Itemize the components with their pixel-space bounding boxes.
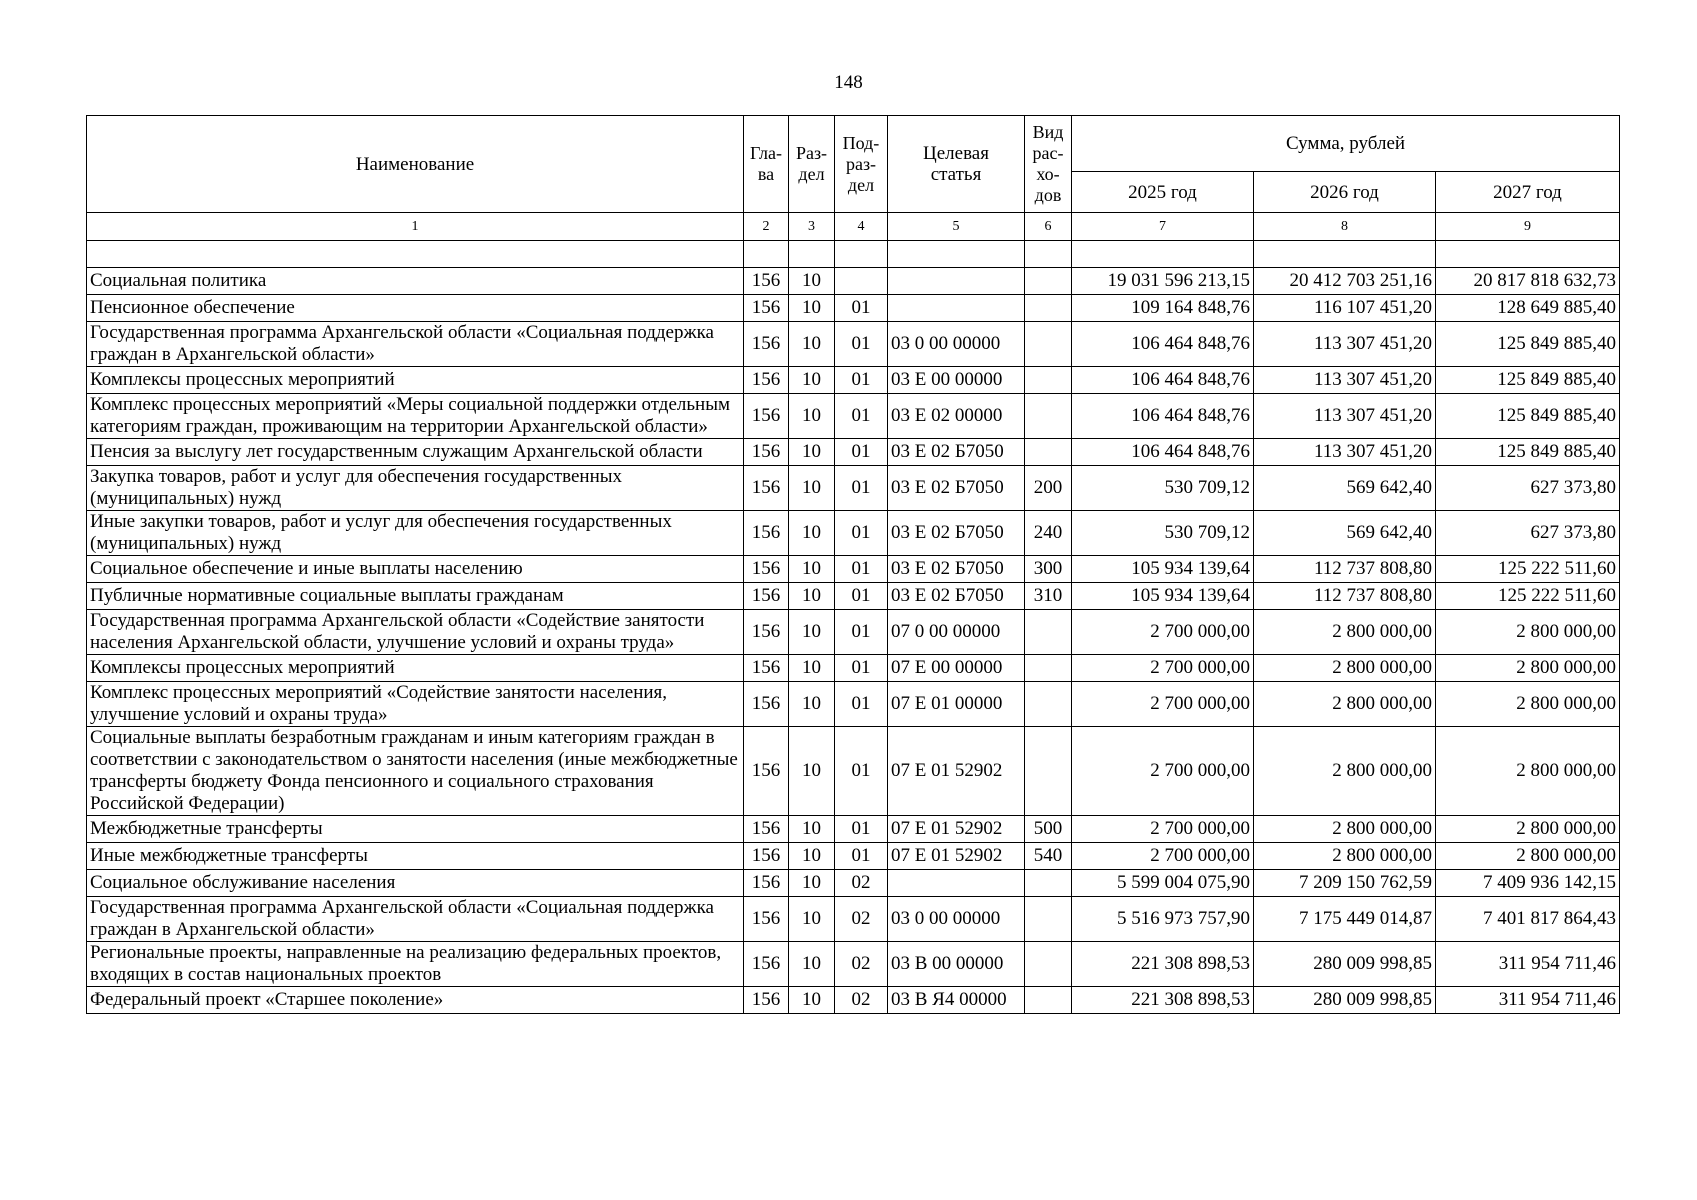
table-row xyxy=(87,655,1620,682)
row-name: Государственная программа Архангельской области «Социальная поддержка граждан в Архангельской области» xyxy=(87,322,744,367)
row-sum-2025: 2 700 000,00 xyxy=(1072,816,1254,843)
row-sum-2026: 2 800 000,00 xyxy=(1254,682,1436,727)
header-sum: Сумма, рублей xyxy=(1072,116,1620,172)
blank-cell xyxy=(1254,241,1436,268)
row-chapter: 156 xyxy=(744,439,789,466)
row-name: Комплекс процессных мероприятий «Содействие занятости населения, улучшение условий и охраны труда» xyxy=(87,682,744,727)
row-expense-type xyxy=(1025,268,1072,295)
row-expense-type xyxy=(1025,295,1072,322)
row-chapter: 156 xyxy=(744,987,789,1014)
row-target-article: 07 Е 01 52902 xyxy=(888,727,1025,816)
row-target-article: 03 Е 02 Б7050 xyxy=(888,511,1025,556)
column-number: 6 xyxy=(1025,213,1072,241)
header-section: Раз- дел xyxy=(789,116,835,213)
row-sum-2025: 109 164 848,76 xyxy=(1072,295,1254,322)
row-sum-2025: 2 700 000,00 xyxy=(1072,727,1254,816)
row-name: Федеральный проект «Старшее поколение» xyxy=(87,987,744,1014)
row-target-article: 03 0 00 00000 xyxy=(888,322,1025,367)
row-chapter: 156 xyxy=(744,870,789,897)
row-chapter: 156 xyxy=(744,897,789,942)
row-sum-2027: 125 222 511,60 xyxy=(1436,583,1620,610)
row-sum-2027: 2 800 000,00 xyxy=(1436,610,1620,655)
table-row xyxy=(87,439,1620,466)
table-header xyxy=(87,116,1620,213)
row-sum-2026: 2 800 000,00 xyxy=(1254,610,1436,655)
row-chapter: 156 xyxy=(744,727,789,816)
row-target-article xyxy=(888,295,1025,322)
row-sum-2026: 20 412 703 251,16 xyxy=(1254,268,1436,295)
row-name: Публичные нормативные социальные выплаты гражданам xyxy=(87,583,744,610)
row-subsection: 01 xyxy=(835,511,888,556)
row-subsection: 01 xyxy=(835,610,888,655)
row-expense-type xyxy=(1025,439,1072,466)
row-expense-type xyxy=(1025,322,1072,367)
row-chapter: 156 xyxy=(744,843,789,870)
table-row xyxy=(87,466,1620,511)
row-chapter: 156 xyxy=(744,610,789,655)
row-name: Государственная программа Архангельской области «Социальная поддержка граждан в Архангельской области» xyxy=(87,897,744,942)
row-sum-2026: 2 800 000,00 xyxy=(1254,843,1436,870)
row-section: 10 xyxy=(789,367,835,394)
row-subsection xyxy=(835,268,888,295)
row-target-article: 07 Е 01 52902 xyxy=(888,816,1025,843)
row-section: 10 xyxy=(789,295,835,322)
table-row xyxy=(87,295,1620,322)
row-chapter: 156 xyxy=(744,942,789,987)
row-expense-type xyxy=(1025,610,1072,655)
row-sum-2027: 7 401 817 864,43 xyxy=(1436,897,1620,942)
row-sum-2025: 2 700 000,00 xyxy=(1072,610,1254,655)
header-year-2025: 2025 год xyxy=(1072,172,1254,213)
column-number-row xyxy=(87,213,1620,241)
row-chapter: 156 xyxy=(744,583,789,610)
row-sum-2026: 112 737 808,80 xyxy=(1254,556,1436,583)
page-number: 148 xyxy=(834,72,863,93)
header-name: Наименование xyxy=(87,116,744,213)
header-year-2026: 2026 год xyxy=(1254,172,1436,213)
header-expense-type: Вид рас- хо- дов xyxy=(1025,116,1072,213)
row-sum-2027: 128 649 885,40 xyxy=(1436,295,1620,322)
blank-row xyxy=(87,241,1620,268)
table-row xyxy=(87,942,1620,987)
row-subsection: 01 xyxy=(835,394,888,439)
row-subsection: 01 xyxy=(835,322,888,367)
row-expense-type xyxy=(1025,942,1072,987)
blank-cell xyxy=(888,241,1025,268)
row-expense-type: 310 xyxy=(1025,583,1072,610)
row-subsection: 02 xyxy=(835,942,888,987)
row-subsection: 01 xyxy=(835,466,888,511)
row-subsection: 01 xyxy=(835,727,888,816)
column-number: 9 xyxy=(1436,213,1620,241)
row-subsection: 01 xyxy=(835,843,888,870)
table-row xyxy=(87,394,1620,439)
row-name: Комплексы процессных мероприятий xyxy=(87,655,744,682)
row-sum-2025: 106 464 848,76 xyxy=(1072,322,1254,367)
row-name: Иные межбюджетные трансферты xyxy=(87,843,744,870)
row-sum-2026: 113 307 451,20 xyxy=(1254,394,1436,439)
column-number: 2 xyxy=(744,213,789,241)
table-row xyxy=(87,511,1620,556)
row-sum-2026: 2 800 000,00 xyxy=(1254,727,1436,816)
row-expense-type xyxy=(1025,870,1072,897)
row-sum-2025: 2 700 000,00 xyxy=(1072,655,1254,682)
row-sum-2027: 2 800 000,00 xyxy=(1436,682,1620,727)
row-name: Государственная программа Архангельской области «Содействие занятости населения Архангельской области, улучшение условий и охраны труда» xyxy=(87,610,744,655)
row-target-article: 03 0 00 00000 xyxy=(888,897,1025,942)
row-section: 10 xyxy=(789,466,835,511)
row-expense-type xyxy=(1025,682,1072,727)
row-sum-2026: 7 209 150 762,59 xyxy=(1254,870,1436,897)
blank-cell xyxy=(1025,241,1072,268)
blank-cell xyxy=(835,241,888,268)
row-sum-2027: 2 800 000,00 xyxy=(1436,816,1620,843)
row-subsection: 01 xyxy=(835,439,888,466)
row-target-article: 03 Е 00 00000 xyxy=(888,367,1025,394)
row-section: 10 xyxy=(789,843,835,870)
row-expense-type xyxy=(1025,394,1072,439)
row-chapter: 156 xyxy=(744,295,789,322)
row-section: 10 xyxy=(789,987,835,1014)
row-sum-2025: 530 709,12 xyxy=(1072,466,1254,511)
row-name: Региональные проекты, направленные на реализацию федеральных проектов, входящих в состав национальных проектов xyxy=(87,942,744,987)
row-subsection: 01 xyxy=(835,682,888,727)
row-chapter: 156 xyxy=(744,682,789,727)
row-subsection: 02 xyxy=(835,897,888,942)
row-sum-2027: 125 849 885,40 xyxy=(1436,394,1620,439)
row-expense-type: 540 xyxy=(1025,843,1072,870)
row-expense-type xyxy=(1025,727,1072,816)
row-sum-2025: 19 031 596 213,15 xyxy=(1072,268,1254,295)
row-name: Социальная политика xyxy=(87,268,744,295)
row-section: 10 xyxy=(789,727,835,816)
row-expense-type xyxy=(1025,367,1072,394)
row-target-article: 03 В 00 00000 xyxy=(888,942,1025,987)
row-section: 10 xyxy=(789,816,835,843)
header-year-2027: 2027 год xyxy=(1436,172,1620,213)
row-name: Комплекс процессных мероприятий «Меры социальной поддержки отдельным категориям граждан, проживающим на территории Архангельской области» xyxy=(87,394,744,439)
row-target-article: 03 Е 02 00000 xyxy=(888,394,1025,439)
row-section: 10 xyxy=(789,870,835,897)
row-expense-type: 240 xyxy=(1025,511,1072,556)
row-sum-2025: 106 464 848,76 xyxy=(1072,439,1254,466)
row-target-article: 03 Е 02 Б7050 xyxy=(888,583,1025,610)
row-name: Пенсия за выслугу лет государственным служащим Архангельской области xyxy=(87,439,744,466)
table-row xyxy=(87,268,1620,295)
blank-cell xyxy=(87,241,744,268)
row-sum-2027: 125 849 885,40 xyxy=(1436,439,1620,466)
blank-cell xyxy=(1436,241,1620,268)
row-name: Иные закупки товаров, работ и услуг для обеспечения государственных (муниципальных) нужд xyxy=(87,511,744,556)
row-sum-2027: 125 849 885,40 xyxy=(1436,367,1620,394)
row-sum-2027: 311 954 711,46 xyxy=(1436,987,1620,1014)
row-subsection: 01 xyxy=(835,816,888,843)
table-row xyxy=(87,682,1620,727)
row-sum-2026: 280 009 998,85 xyxy=(1254,942,1436,987)
table-row xyxy=(87,727,1620,816)
column-number: 4 xyxy=(835,213,888,241)
row-sum-2026: 2 800 000,00 xyxy=(1254,816,1436,843)
row-target-article: 07 Е 00 00000 xyxy=(888,655,1025,682)
header-chapter: Гла- ва xyxy=(744,116,789,213)
row-sum-2026: 2 800 000,00 xyxy=(1254,655,1436,682)
row-section: 10 xyxy=(789,682,835,727)
row-sum-2025: 221 308 898,53 xyxy=(1072,942,1254,987)
row-target-article: 07 0 00 00000 xyxy=(888,610,1025,655)
row-chapter: 156 xyxy=(744,268,789,295)
row-name: Комплексы процессных мероприятий xyxy=(87,367,744,394)
row-section: 10 xyxy=(789,583,835,610)
row-sum-2027: 627 373,80 xyxy=(1436,466,1620,511)
table-row xyxy=(87,987,1620,1014)
row-sum-2026: 113 307 451,20 xyxy=(1254,367,1436,394)
row-sum-2027: 2 800 000,00 xyxy=(1436,655,1620,682)
row-section: 10 xyxy=(789,268,835,295)
row-sum-2025: 106 464 848,76 xyxy=(1072,394,1254,439)
row-subsection: 02 xyxy=(835,987,888,1014)
row-chapter: 156 xyxy=(744,511,789,556)
row-sum-2026: 569 642,40 xyxy=(1254,466,1436,511)
row-subsection: 01 xyxy=(835,556,888,583)
table-row xyxy=(87,843,1620,870)
row-sum-2027: 2 800 000,00 xyxy=(1436,843,1620,870)
row-sum-2026: 7 175 449 014,87 xyxy=(1254,897,1436,942)
row-name: Пенсионное обеспечение xyxy=(87,295,744,322)
row-target-article: 07 Е 01 52902 xyxy=(888,843,1025,870)
blank-cell xyxy=(789,241,835,268)
row-section: 10 xyxy=(789,655,835,682)
row-target-article xyxy=(888,268,1025,295)
row-target-article: 03 Е 02 Б7050 xyxy=(888,439,1025,466)
column-number: 8 xyxy=(1254,213,1436,241)
row-sum-2027: 7 409 936 142,15 xyxy=(1436,870,1620,897)
row-target-article: 07 Е 01 00000 xyxy=(888,682,1025,727)
row-subsection: 01 xyxy=(835,583,888,610)
row-subsection: 01 xyxy=(835,295,888,322)
table-row xyxy=(87,583,1620,610)
budget-table xyxy=(86,115,1620,1014)
blank-cell xyxy=(1072,241,1254,268)
row-name: Социальное обслуживание населения xyxy=(87,870,744,897)
row-name: Социальные выплаты безработным гражданам и иным категориям граждан в соответствии с законодательством о занятости населения (иные межбюджетные трансферты бюджету Фонда пенсионного и социального страхования Российской Федерации) xyxy=(87,727,744,816)
row-sum-2025: 106 464 848,76 xyxy=(1072,367,1254,394)
row-section: 10 xyxy=(789,322,835,367)
table-row xyxy=(87,816,1620,843)
row-sum-2025: 221 308 898,53 xyxy=(1072,987,1254,1014)
row-subsection: 01 xyxy=(835,655,888,682)
row-sum-2025: 2 700 000,00 xyxy=(1072,843,1254,870)
row-sum-2026: 113 307 451,20 xyxy=(1254,322,1436,367)
row-sum-2026: 113 307 451,20 xyxy=(1254,439,1436,466)
blank-cell xyxy=(744,241,789,268)
row-subsection: 02 xyxy=(835,870,888,897)
row-expense-type xyxy=(1025,987,1072,1014)
row-section: 10 xyxy=(789,610,835,655)
table-row xyxy=(87,897,1620,942)
row-section: 10 xyxy=(789,897,835,942)
row-sum-2027: 125 222 511,60 xyxy=(1436,556,1620,583)
row-target-article: 03 В Я4 00000 xyxy=(888,987,1025,1014)
table-row xyxy=(87,870,1620,897)
row-expense-type: 300 xyxy=(1025,556,1072,583)
row-target-article: 03 Е 02 Б7050 xyxy=(888,556,1025,583)
row-expense-type: 500 xyxy=(1025,816,1072,843)
row-section: 10 xyxy=(789,394,835,439)
row-sum-2025: 5 599 004 075,90 xyxy=(1072,870,1254,897)
row-sum-2027: 627 373,80 xyxy=(1436,511,1620,556)
row-sum-2027: 311 954 711,46 xyxy=(1436,942,1620,987)
row-sum-2025: 105 934 139,64 xyxy=(1072,583,1254,610)
row-sum-2025: 5 516 973 757,90 xyxy=(1072,897,1254,942)
column-number: 7 xyxy=(1072,213,1254,241)
row-name: Закупка товаров, работ и услуг для обеспечения государственных (муниципальных) нужд xyxy=(87,466,744,511)
row-sum-2025: 530 709,12 xyxy=(1072,511,1254,556)
row-subsection: 01 xyxy=(835,367,888,394)
row-expense-type xyxy=(1025,897,1072,942)
row-sum-2027: 125 849 885,40 xyxy=(1436,322,1620,367)
row-target-article xyxy=(888,870,1025,897)
row-name: Социальное обеспечение и иные выплаты населению xyxy=(87,556,744,583)
table-row xyxy=(87,367,1620,394)
row-expense-type: 200 xyxy=(1025,466,1072,511)
row-chapter: 156 xyxy=(744,322,789,367)
row-chapter: 156 xyxy=(744,816,789,843)
row-sum-2027: 20 817 818 632,73 xyxy=(1436,268,1620,295)
row-target-article: 03 Е 02 Б7050 xyxy=(888,466,1025,511)
row-chapter: 156 xyxy=(744,556,789,583)
table-body xyxy=(87,213,1620,1014)
row-section: 10 xyxy=(789,439,835,466)
column-number: 5 xyxy=(888,213,1025,241)
table-row xyxy=(87,610,1620,655)
row-chapter: 156 xyxy=(744,655,789,682)
column-number: 1 xyxy=(87,213,744,241)
row-name: Межбюджетные трансферты xyxy=(87,816,744,843)
table-row xyxy=(87,322,1620,367)
row-section: 10 xyxy=(789,556,835,583)
row-sum-2025: 105 934 139,64 xyxy=(1072,556,1254,583)
header-subsection: Под- раз- дел xyxy=(835,116,888,213)
row-sum-2026: 569 642,40 xyxy=(1254,511,1436,556)
row-section: 10 xyxy=(789,511,835,556)
column-number: 3 xyxy=(789,213,835,241)
row-sum-2027: 2 800 000,00 xyxy=(1436,727,1620,816)
row-expense-type xyxy=(1025,655,1072,682)
row-chapter: 156 xyxy=(744,367,789,394)
row-sum-2026: 116 107 451,20 xyxy=(1254,295,1436,322)
header-target-article: Целевая статья xyxy=(888,116,1025,213)
table-row xyxy=(87,556,1620,583)
row-sum-2026: 112 737 808,80 xyxy=(1254,583,1436,610)
row-chapter: 156 xyxy=(744,466,789,511)
row-section: 10 xyxy=(789,942,835,987)
row-chapter: 156 xyxy=(744,394,789,439)
row-sum-2026: 280 009 998,85 xyxy=(1254,987,1436,1014)
row-sum-2025: 2 700 000,00 xyxy=(1072,682,1254,727)
